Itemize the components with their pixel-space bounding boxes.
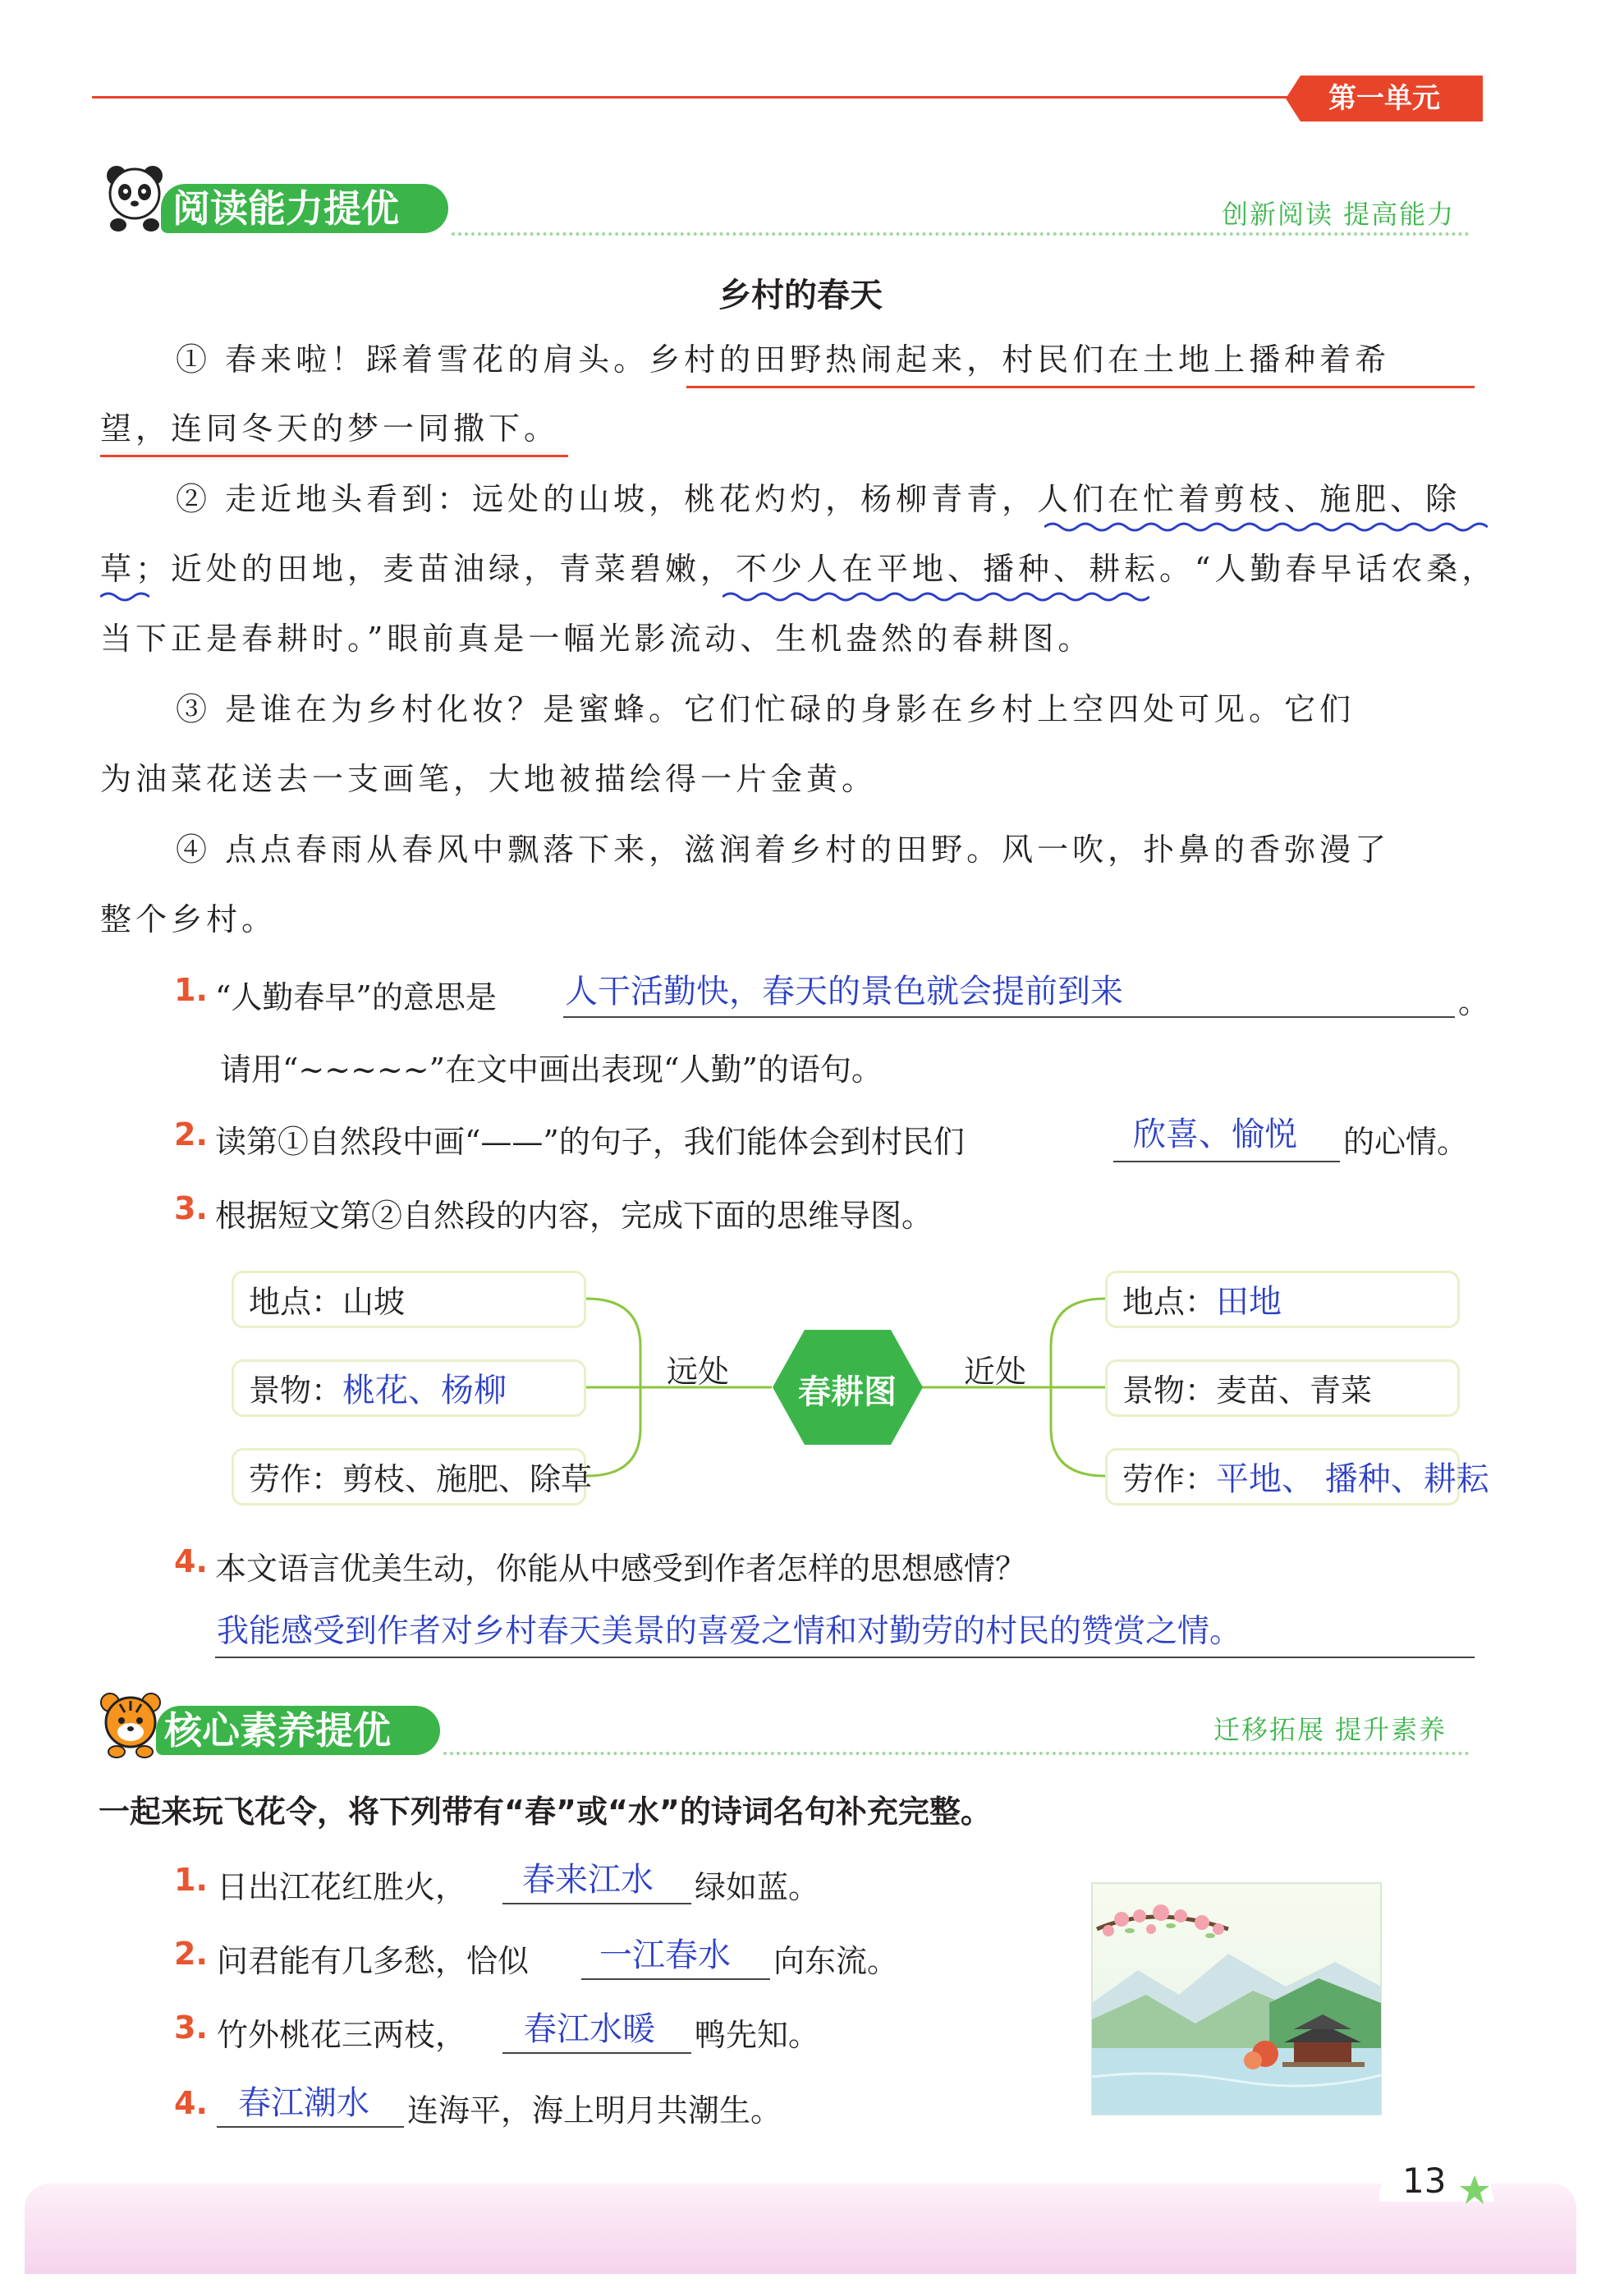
question-1-number: 1. (174, 972, 208, 1008)
question-1-instruction: 请用“~~~~~”在文中画出表现“人勤”的语句。 (220, 1052, 883, 1088)
mindmap-left-place-value: 山坡 (342, 1284, 406, 1320)
mindmap-right-place-answer[interactable]: 田地 (1216, 1283, 1282, 1321)
question-2-number: 2. (174, 1116, 208, 1153)
paragraph-3-line-1: ③ 是谁在为乡村化妆？是蜜蜂。它们忙碌的身影在乡村上空四处可见。它们 (176, 691, 1356, 727)
mindmap-right-work-label: 劳作： (1122, 1461, 1217, 1497)
wavy-underline (1044, 520, 1488, 534)
section2-title: 核心素养提优 (164, 1708, 391, 1753)
wavy-underline (723, 590, 1149, 603)
section2-slogan: 迁移拓展 提升素养 (1213, 1714, 1447, 1745)
mindmap-left-scene-box (232, 1359, 586, 1417)
mindmap-left-work-value: 剪枝、施肥、除草 (342, 1461, 593, 1497)
question-4-number: 4. (174, 1543, 208, 1579)
page-number: 13 (1402, 2161, 1447, 2201)
poem-2-blank (581, 1978, 770, 1980)
star-icon (1458, 2174, 1491, 2207)
question-2-end: 的心情。 (1343, 1124, 1469, 1160)
mindmap-right-work-answer[interactable]: 平地、 播种、耕耘 (1216, 1460, 1489, 1498)
poem-4-after: 连海平，海上明月共潮生。 (407, 2092, 782, 2129)
mindmap-left-place-label: 地点： (249, 1284, 343, 1320)
paragraph-2-line-1: ② 走近地头看到：远处的山坡，桃花灼灼，杨柳青青，人们在忙着剪枝、施肥、除 (176, 481, 1461, 517)
paragraph-1-line-1: ① 春来啦！踩着雪花的肩头。乡村的田野热闹起来，村民们在土地上播种着希 (176, 341, 1391, 378)
straight-underline (686, 386, 1475, 388)
section2-dotted-rule (443, 1752, 1470, 1755)
section1-dotted-rule (452, 232, 1470, 236)
mindmap-right-place-box (1105, 1271, 1460, 1328)
question-3-text: 根据短文第②自然段的内容，完成下面的思维导图。 (215, 1198, 934, 1234)
mindmap-left-work-label: 劳作： (249, 1461, 343, 1497)
poem-3-answer[interactable]: 春江水暖 (524, 2010, 655, 2048)
paragraph-2-line-2: 草；近处的田地，麦苗油绿，青菜碧嫩，不少人在平地、播种、耕耘。“人勤春早话农桑， (100, 551, 1498, 587)
question-2-text: 读第①自然段中画“——”的句子，我们能体会到村民们 (215, 1124, 965, 1160)
mindmap-left-work-box (232, 1448, 593, 1505)
paragraph-4-line-1: ④ 点点春雨从春风中飘落下来，滋润着乡村的田野。风一吹，扑鼻的香弥漫了 (176, 832, 1391, 868)
poem-1-after: 绿如蓝。 (695, 1869, 820, 1905)
header-rule (92, 96, 1291, 99)
mindmap-left-scene-answer[interactable]: 桃花、杨柳 (342, 1372, 507, 1409)
poem-3-blank (502, 2052, 691, 2054)
mindmap-right-work-box (1105, 1448, 1489, 1505)
poem-1-before: 日出江花红胜火， (217, 1869, 467, 1905)
question-2-blank (1113, 1161, 1340, 1162)
straight-underline (100, 455, 568, 457)
passage-title: 乡村的春天 (718, 277, 883, 314)
mindmap-left-branch-label: 远处 (667, 1354, 730, 1390)
mindmap-right-scene-label: 景物： (1122, 1373, 1217, 1409)
mindmap-right-branch-label: 近处 (964, 1354, 1027, 1390)
poem-2-number: 2. (174, 1936, 208, 1972)
mindmap-right-scene-box (1105, 1359, 1460, 1417)
mindmap-center-label: 春耕图 (798, 1373, 897, 1411)
poem-2-after: 向东流。 (773, 1943, 899, 1979)
question-1-blank (563, 1016, 1455, 1018)
mindmap-left-scene-label: 景物： (249, 1373, 343, 1409)
paragraph-1-line-2: 望，连同冬天的梦一同撒下。 (100, 410, 560, 447)
poem-2-before: 问君能有几多愁，恰似 (217, 1943, 530, 1979)
question-2-answer[interactable]: 欣喜、愉悦 (1133, 1116, 1297, 1153)
question-3-number: 3. (174, 1190, 208, 1226)
question-4-answer[interactable]: 我能感受到作者对乡村春天美景的喜爱之情和对勤劳的村民的赞赏之情。 (217, 1613, 1242, 1650)
poem-4-answer[interactable]: 春江潮水 (238, 2084, 369, 2122)
unit-badge-text: 第一单元 (1328, 82, 1440, 115)
footer-band (25, 2184, 1576, 2274)
question-1-answer[interactable]: 人干活勤快，春天的景色就会提前到来 (565, 973, 1123, 1011)
paragraph-3-line-2: 为油菜花送去一支画笔，大地被描绘得一片金黄。 (100, 761, 878, 797)
poem-4-number: 4. (174, 2085, 208, 2121)
panda-icon (102, 161, 167, 233)
section2-instruction: 一起来玩飞花令，将下列带有“春”或“水”的诗词名句补充完整。 (99, 1794, 992, 1830)
question-4-blank (215, 1657, 1475, 1658)
mindmap-left-place-box (232, 1271, 586, 1328)
poem-2-answer[interactable]: 一江春水 (599, 1936, 731, 1974)
question-4-text: 本文语言优美生动，你能从中感受到作者怎样的思想感情？ (215, 1551, 1027, 1587)
section1-slogan: 创新阅读 提高能力 (1222, 199, 1456, 230)
poem-3-number: 3. (174, 2010, 208, 2046)
question-1-text: “人勤春早”的意思是 (215, 979, 497, 1015)
mindmap-right-place-label: 地点： (1122, 1284, 1217, 1320)
wavy-underline (100, 590, 149, 603)
poem-1-number: 1. (174, 1862, 208, 1898)
landscape-illustration (1089, 1880, 1384, 2118)
poem-3-before: 竹外桃花三两枝， (217, 2017, 467, 2053)
poem-3-after: 鸭先知。 (695, 2017, 820, 2053)
poem-1-blank (502, 1903, 691, 1904)
section1-title: 阅读能力提优 (172, 186, 399, 231)
paragraph-4-line-2: 整个乡村。 (100, 901, 278, 937)
paragraph-2-line-3: 当下正是春耕时。”眼前真是一幅光影流动、生机盎然的春耕图。 (100, 621, 1094, 657)
poem-4-blank (217, 2126, 404, 2128)
mindmap-right-scene-value: 麦苗、青菜 (1216, 1373, 1373, 1409)
question-1-end: 。 (1458, 984, 1490, 1020)
poem-1-answer[interactable]: 春来江水 (522, 1861, 654, 1899)
